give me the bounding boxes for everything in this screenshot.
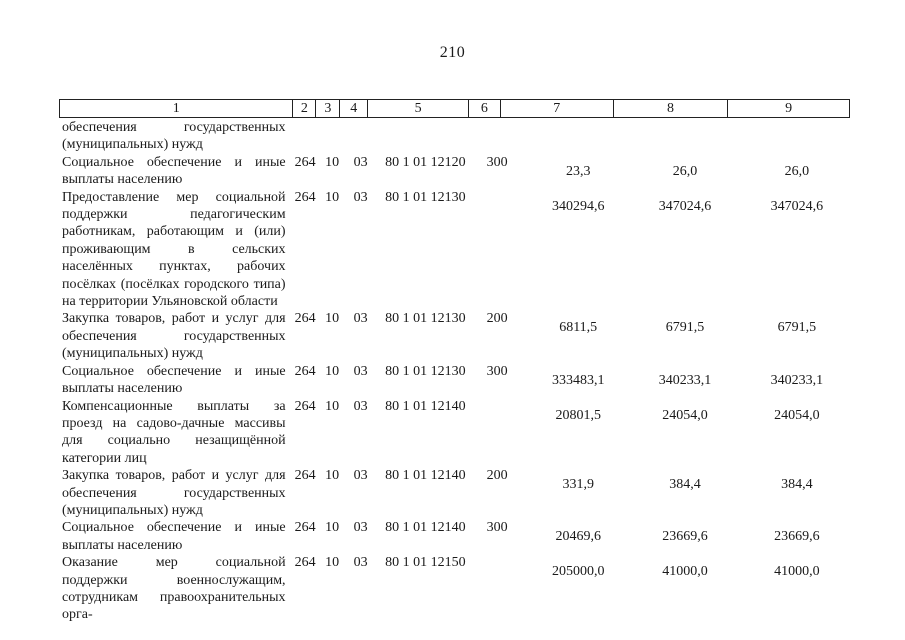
row-section-code: 10	[325, 468, 340, 484]
header-col-2: 2	[292, 100, 315, 117]
header-col-9: 9	[727, 100, 849, 117]
row-section-code: 10	[325, 363, 340, 379]
row-value-8: 340233,1	[658, 372, 712, 388]
row-target-code: 80 1 01 12130	[385, 189, 466, 205]
table-body	[62, 119, 852, 624]
row-section-code: 10	[325, 520, 340, 536]
row-target-code: 80 1 01 12140	[385, 468, 466, 484]
table-row	[62, 363, 852, 398]
table-row	[62, 398, 852, 468]
header-col-3: 3	[315, 100, 339, 117]
row-value-7	[528, 119, 628, 154]
row-expense-type: 300	[486, 363, 508, 379]
header-col-1: 1	[172, 101, 180, 116]
row-description: обеспечения государственных (муниципальных) нужд	[62, 120, 286, 153]
row-ministry-code: 264	[294, 363, 316, 379]
row-target-code: 80 1 01 12120	[385, 154, 466, 170]
row-target-code: 80 1 01 12150	[385, 555, 466, 571]
row-expense-type	[487, 554, 528, 624]
table-row	[62, 189, 852, 311]
row-description: Предоставление мер социальной поддержки педагогическим работникам, работающим и (или) проживающим в сельских населённых пунктах, рабочих посёлках (посёлках городского типа) на территории Ульяновской области	[62, 189, 286, 310]
row-expense-type: 300	[486, 520, 508, 536]
row-value-7: 20801,5	[555, 407, 601, 423]
row-value-8	[628, 119, 741, 154]
row-expense-type	[487, 189, 528, 311]
row-ministry-code: 264	[294, 520, 316, 536]
row-subsection-code: 03	[353, 468, 368, 484]
row-section-code: 10	[325, 189, 340, 205]
row-description: Оказание мер социальной поддержки военнослужащим, сотрудникам правоохранительных орга-	[62, 555, 286, 623]
row-value-8: 347024,6	[658, 198, 712, 214]
table-row	[62, 310, 852, 362]
table-header	[59, 99, 850, 118]
table-row	[62, 154, 852, 189]
row-value-7: 333483,1	[551, 372, 605, 388]
row-description: Закупка товаров, работ и услуг для обеспечения государственных (муниципальных) нужд	[62, 311, 286, 362]
row-value-9: 347024,6	[770, 198, 824, 214]
row-expense-type	[487, 119, 528, 154]
row-ministry-code: 264	[294, 468, 316, 484]
row-expense-type: 200	[486, 311, 508, 327]
row-description: Социальное обеспечение и иные выплаты населению	[62, 154, 286, 188]
row-value-8: 6791,5	[665, 320, 705, 336]
row-subsection-code: 03	[353, 189, 368, 205]
row-value-7: 23,3	[565, 163, 591, 179]
row-value-9: 384,4	[781, 477, 813, 493]
row-target-code: 80 1 01 12140	[385, 520, 466, 536]
row-target-code: 80 1 01 12140	[385, 398, 466, 414]
row-section-code: 10	[325, 555, 340, 571]
row-target-code	[385, 119, 486, 154]
row-value-7: 6811,5	[559, 320, 598, 336]
row-value-8: 26,0	[672, 163, 698, 179]
row-value-7: 20469,6	[555, 529, 601, 545]
header-col-4: 4	[339, 100, 367, 117]
row-subsection-code: 03	[353, 555, 368, 571]
row-ministry-code: 264	[294, 311, 316, 327]
row-expense-type: 200	[486, 468, 508, 484]
row-target-code: 80 1 01 12130	[385, 311, 466, 327]
row-value-7: 331,9	[562, 477, 594, 493]
row-value-7: 340294,6	[551, 198, 605, 214]
table-row	[62, 519, 852, 554]
row-value-9: 26,0	[784, 163, 810, 179]
row-ministry-code	[286, 119, 326, 154]
row-ministry-code: 264	[294, 154, 316, 170]
row-target-code: 80 1 01 12130	[385, 363, 466, 379]
row-value-8: 24054,0	[662, 407, 708, 423]
row-value-9: 23669,6	[774, 529, 820, 545]
row-ministry-code: 264	[294, 398, 316, 414]
row-subsection-code: 03	[353, 154, 368, 170]
row-subsection-code: 03	[353, 520, 368, 536]
table-row	[62, 467, 852, 519]
row-ministry-code: 264	[294, 189, 316, 205]
header-col-7: 7	[500, 100, 613, 117]
row-value-8: 23669,6	[662, 529, 708, 545]
row-section-code: 10	[325, 398, 340, 414]
row-subsection-code: 03	[353, 363, 368, 379]
table-row	[62, 119, 852, 154]
table-row	[62, 554, 852, 624]
row-subsection-code: 03	[353, 398, 368, 414]
row-description: Компенсационные выплаты за проезд на садово-дачные массивы для социально незащищённой категории лиц	[62, 398, 286, 466]
row-expense-type: 300	[486, 154, 508, 170]
row-description: Социальное обеспечение и иные выплаты населению	[62, 363, 286, 397]
row-subsection-code	[354, 119, 386, 154]
row-section-code: 10	[325, 311, 340, 327]
row-subsection-code: 03	[353, 311, 368, 327]
header-col-5: 5	[367, 100, 468, 117]
row-value-9: 6791,5	[777, 320, 817, 336]
row-description: Закупка товаров, работ и услуг для обеспечения государственных (муниципальных) нужд	[62, 468, 286, 518]
row-description: Социальное обеспечение и иные выплаты населению	[62, 520, 286, 553]
row-section-code	[325, 119, 354, 154]
header-col-8: 8	[613, 100, 728, 117]
row-value-8: 41000,0	[662, 564, 708, 580]
row-value-8: 384,4	[669, 477, 701, 493]
row-value-7: 205000,0	[551, 564, 605, 580]
page-number: 210	[439, 44, 466, 61]
row-expense-type	[487, 398, 528, 468]
row-ministry-code: 264	[294, 555, 316, 571]
row-value-9: 340233,1	[770, 372, 824, 388]
header-col-6: 6	[468, 100, 500, 117]
row-section-code: 10	[325, 154, 340, 170]
row-value-9	[742, 119, 852, 154]
row-value-9: 41000,0	[774, 564, 820, 580]
row-value-9: 24054,0	[774, 407, 820, 423]
